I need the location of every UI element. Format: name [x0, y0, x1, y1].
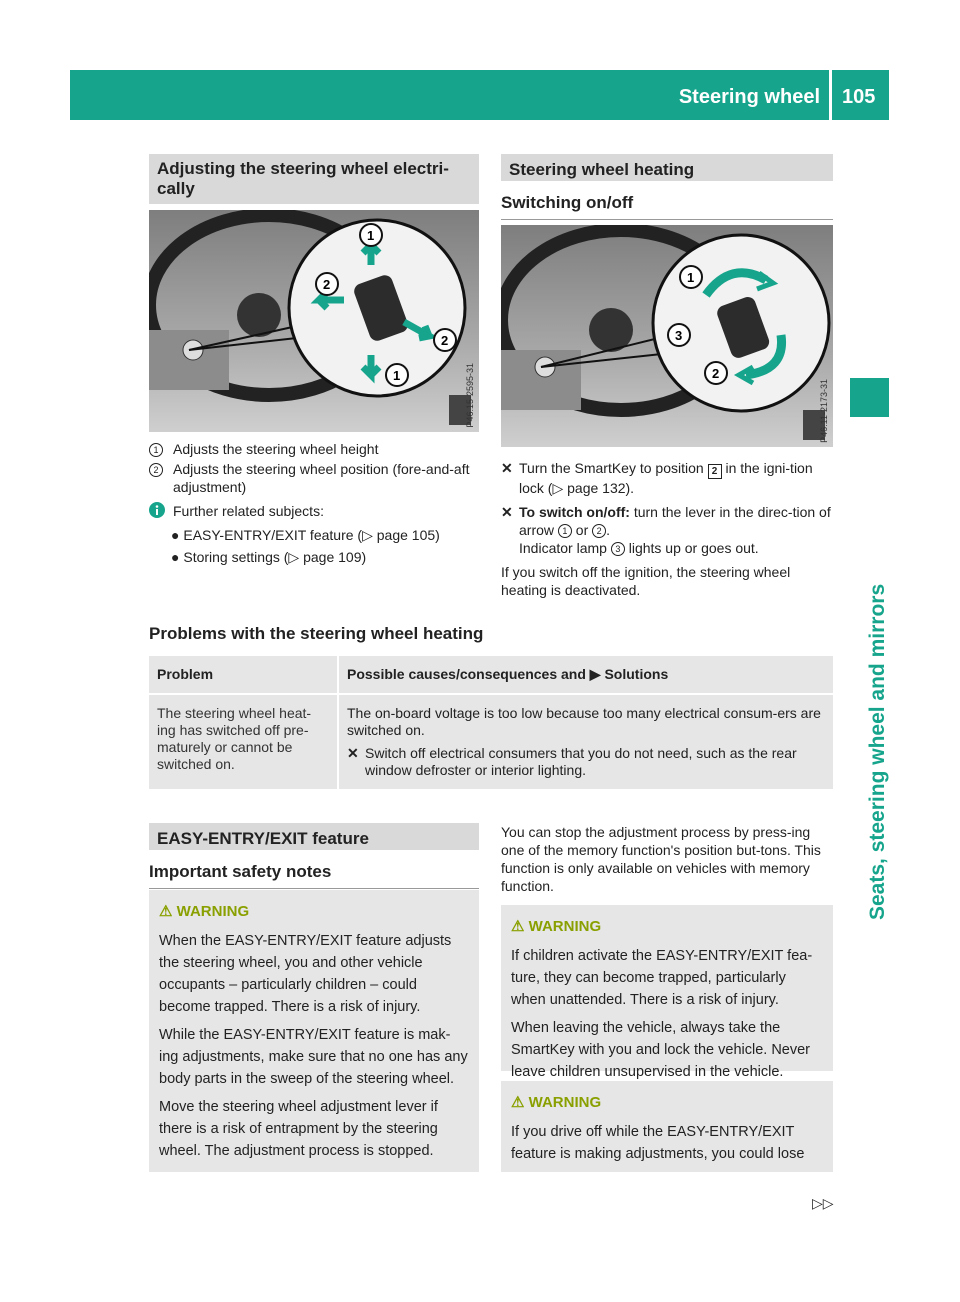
table-row	[149, 694, 833, 789]
step-arrow-icon: ✕	[347, 745, 359, 761]
problems-table	[149, 656, 833, 789]
image-code: P46.15-2595-31	[465, 363, 475, 428]
section-heading-heating: Steering wheel heating	[501, 154, 833, 181]
steering-adjust-image	[149, 210, 479, 432]
steering-adjust-illustration	[149, 210, 479, 432]
svg-text:2: 2	[323, 277, 331, 292]
callout-2: 2	[592, 524, 606, 538]
svg-text:1: 1	[367, 228, 375, 243]
svg-text:2: 2	[441, 333, 449, 348]
warning-box	[501, 1081, 833, 1172]
info-icon	[149, 502, 173, 522]
subheading-safety: Important safety notes	[149, 862, 479, 889]
legend-text: Adjusts the steering wheel position (fore-and-aft adjustment)	[173, 461, 470, 495]
section-heading-adjusting: Adjusting the steering wheel electri-cally	[149, 154, 479, 204]
section-heading-easy-entry: EASY-ENTRY/EXIT feature	[149, 823, 479, 850]
column-header-problem: Problem	[149, 656, 338, 694]
side-tab-marker	[850, 378, 889, 417]
page-title: Steering wheel	[678, 86, 820, 108]
steering-heating-image	[501, 225, 833, 447]
solution-arrow-icon: ▶	[589, 666, 601, 682]
warning-body: When the EASY-ENTRY/EXIT feature adjusts the steering wheel, you and other vehicle occupants – particularly children – could become trapped. There is a risk of injury. While the EASY-ENTRY/EXIT feature is mak-ing adjustments, make sure that no one has any body parts in the sweep of the steering wheel. Move the steering wheel adjustment lever if there is a risk of entrapment by the steering wheel. The adjustment process is stopped.	[159, 933, 468, 1159]
page-ref-icon: ▷	[288, 549, 300, 565]
instruction-step: ✕ To switch on/off: turn the lever in the direc-tion of arrow 1 or 2 . Indicator lamp 3 lights up or goes out.	[501, 504, 831, 556]
callout-3: 3	[611, 542, 625, 556]
warning-title: ⚠ WARNING	[511, 1094, 602, 1111]
subheading-switching: Switching on/off	[501, 193, 833, 220]
problem-cell: The steering wheel heat-ing has switched off pre-maturely or cannot be switched on.	[149, 694, 338, 789]
svg-text:3: 3	[675, 328, 683, 343]
heating-instructions	[501, 459, 835, 599]
warning-box	[501, 905, 833, 1080]
solution-step: ✕ Switch off electrical consumers that you do not need, such as the rear window defroster or interior lighting.	[347, 745, 797, 778]
legend-text: Adjusts the steering wheel height	[173, 441, 379, 457]
callout-1: 1	[558, 524, 572, 538]
side-tab-label: Seats, steering wheel and mirrors	[866, 583, 889, 920]
svg-text:1: 1	[687, 270, 695, 285]
callout-number: 2	[149, 463, 163, 477]
svg-text:1: 1	[393, 368, 401, 383]
legend-list	[149, 440, 479, 566]
info-label: Further related subjects:	[173, 503, 324, 519]
legend-item	[149, 460, 479, 496]
column-header-solution: Possible causes/consequences and ▶ Solutions	[338, 656, 833, 694]
step-arrow-icon: ✕	[501, 504, 513, 520]
header-divider	[829, 70, 832, 120]
steering-heating-illustration	[501, 225, 833, 447]
warning-icon: ⚠	[511, 1094, 529, 1111]
related-link[interactable]: ● Storing settings (▷ page 109)	[171, 549, 367, 565]
bullet-icon: ●	[171, 549, 184, 565]
table-header-row	[149, 656, 833, 694]
warning-icon: ⚠	[511, 918, 529, 935]
warning-icon: ⚠	[159, 903, 177, 920]
page-ref-icon: ▷	[362, 527, 373, 543]
problems-heading: Problems with the steering wheel heating	[149, 624, 484, 643]
page-ref-icon: ▷	[552, 480, 564, 496]
page-number: 105	[842, 86, 876, 108]
svg-text:2: 2	[712, 366, 720, 381]
continue-icon: ▷▷	[812, 1195, 834, 1211]
warning-title: ⚠ WARNING	[159, 903, 250, 920]
memory-paragraph: You can stop the adjustment process by press-ing one of the memory function's position but-tons. This function is only available on vehicles with memory function.	[501, 824, 821, 894]
bullet-icon: ●	[171, 527, 184, 543]
instruction-step: ✕ Turn the SmartKey to position 2 in the igni-tion lock (▷ page 132).	[501, 460, 813, 496]
position-marker: 2	[708, 464, 722, 479]
warning-body: If children activate the EASY-ENTRY/EXIT fea-ture, they can become trapped, particularly when unattended. There is a risk of injury. When leaving the vehicle, always take the SmartKey with you and lock the vehicle. Never leave children unsupervised in the vehicle.	[511, 948, 813, 1080]
callout-number: 1	[149, 443, 163, 457]
warning-box	[149, 890, 479, 1172]
legend-item	[149, 440, 479, 458]
info-note	[149, 502, 479, 522]
solution-cell: The on-board voltage is too low because too many electrical consum-ers are switched on. ✕ Switch off electrical consumers that you do not need, such as the rear window defroster or interior lighting.	[338, 694, 833, 789]
note-text: If you switch off the ignition, the steering wheel heating is deactivated.	[501, 564, 791, 598]
related-link[interactable]: ● EASY-ENTRY/EXIT feature (▷ page 105)	[171, 527, 440, 543]
warning-body: If you drive off while the EASY-ENTRY/EXIT feature is making adjustments, you could lose	[511, 1124, 805, 1162]
step-arrow-icon: ✕	[501, 460, 513, 476]
warning-title: ⚠ WARNING	[511, 918, 602, 935]
image-code: P46.11-2173-31	[819, 379, 829, 443]
